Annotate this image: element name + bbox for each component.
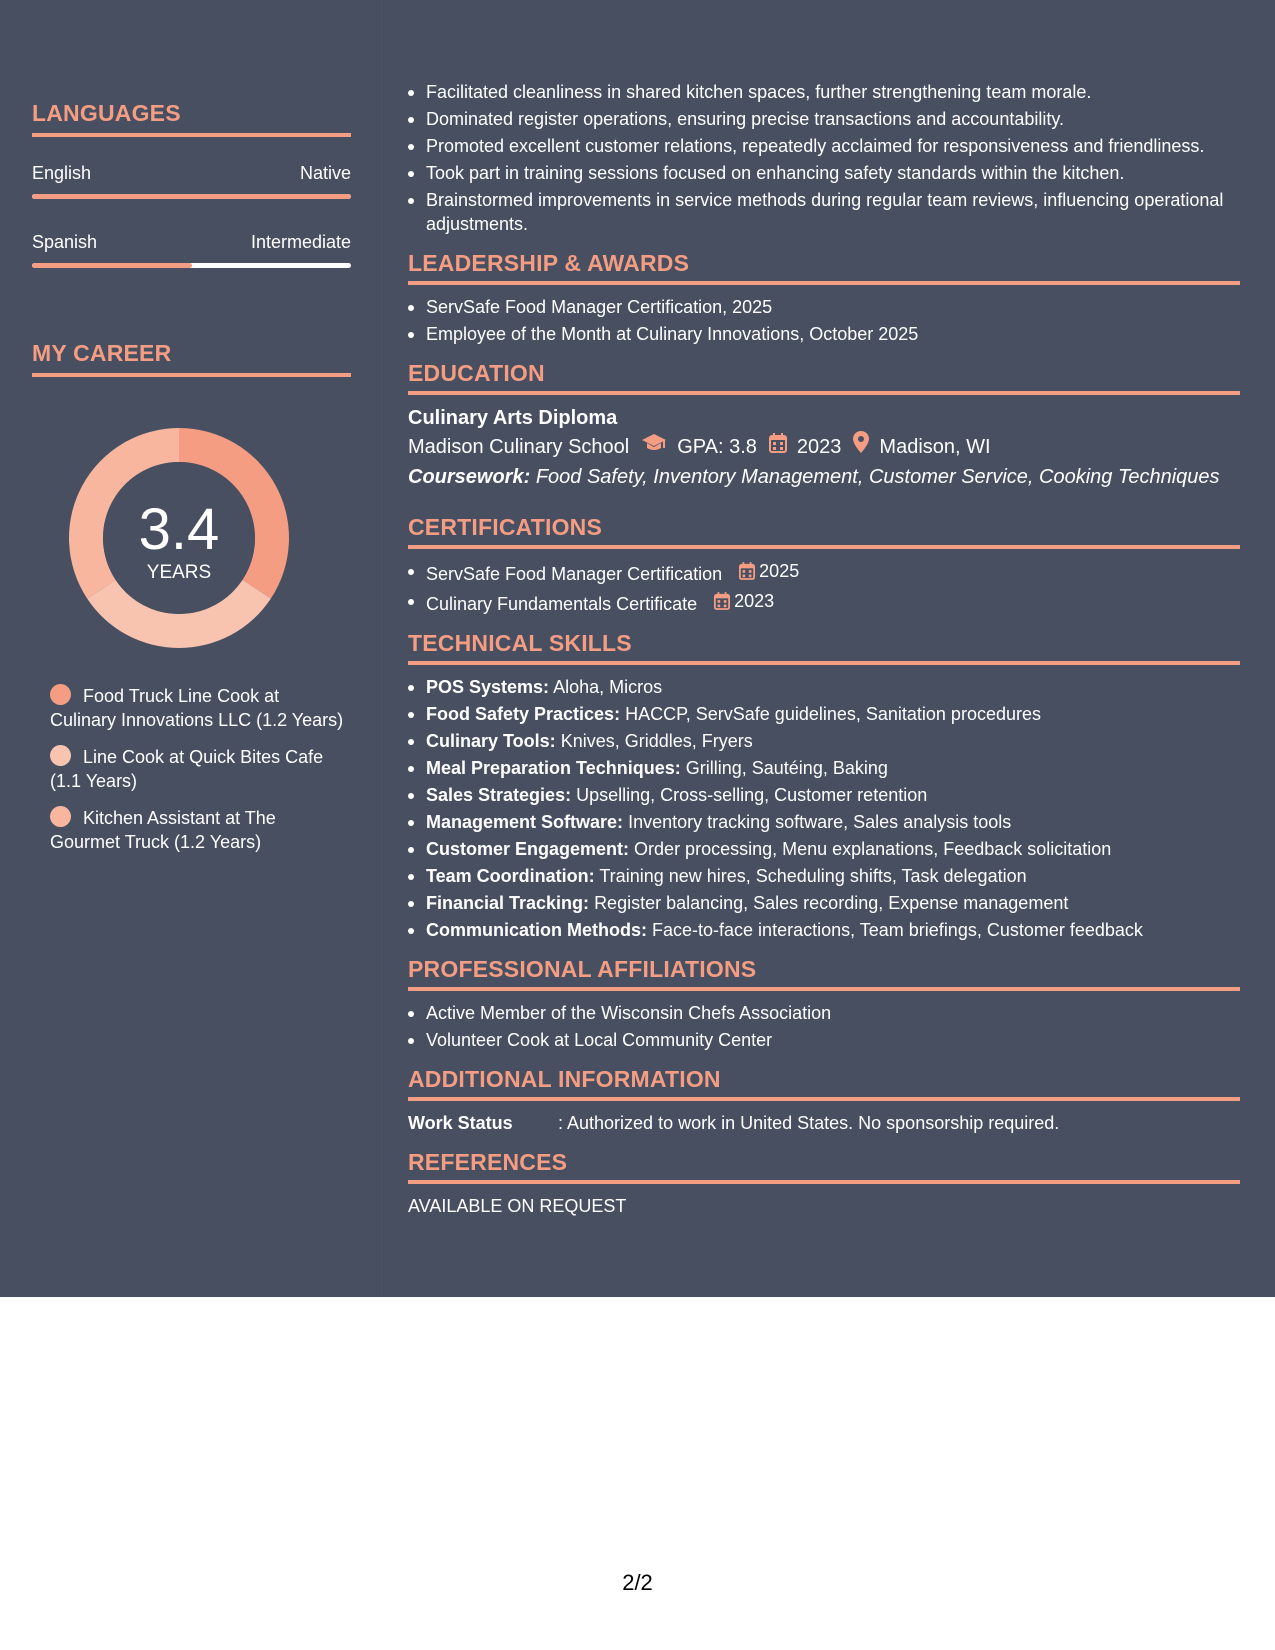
certification-year: 2025	[759, 561, 800, 581]
education-gpa: GPA: 3.8	[677, 435, 757, 458]
skill-value: Inventory tracking software, Sales analysis tools	[628, 812, 1012, 832]
skill-item	[408, 837, 1240, 861]
language-bar-english	[32, 194, 351, 199]
work-status-row	[408, 1111, 1240, 1135]
affiliations-heading: PROFESSIONAL AFFILIATIONS	[408, 956, 1240, 991]
education-year: 2023	[796, 435, 842, 458]
skill-value: Knives, Griddles, Fryers	[560, 731, 753, 751]
career-unit: YEARS	[146, 562, 212, 583]
skill-item	[408, 729, 1240, 753]
language-bar-spanish	[32, 263, 351, 268]
education-location: Madison, WI	[879, 435, 991, 458]
skill-item	[408, 891, 1240, 915]
leadership-list	[408, 295, 1240, 346]
skill-value: Aloha, Micros	[553, 677, 663, 697]
experience-bullet: Facilitated cleanliness in shared kitchen spaces, further strengthening team morale.	[408, 80, 1240, 104]
certification-name: Culinary Fundamentals Certificate	[426, 594, 698, 614]
language-level: Intermediate	[250, 232, 351, 252]
experience-bullet: Brainstormed improvements in service methods during regular team reviews, influencing operational adjustments.	[408, 188, 1240, 236]
calendar-icon	[769, 432, 787, 462]
skill-label: Culinary Tools:	[426, 731, 556, 751]
experience-bullet: Took part in training sessions focused on enhancing safety standards within the kitchen.	[408, 161, 1240, 185]
legend-dot-icon	[50, 745, 71, 766]
skill-label: Sales Strategies:	[426, 785, 572, 805]
career-heading: MY CAREER	[32, 340, 351, 377]
skill-item	[408, 864, 1240, 888]
career-donut-chart	[66, 425, 292, 651]
career-item-label: Line Cook at Quick Bites Cafe (1.1 Years)	[50, 747, 324, 791]
technical-skills-heading: TECHNICAL SKILLS	[408, 630, 1240, 665]
certification-date	[714, 589, 774, 613]
skill-value: Face-to-face interactions, Team briefings, Customer feedback	[652, 920, 1143, 940]
leadership-item: ServSafe Food Manager Certification, 2025	[408, 295, 1240, 319]
coursework-text: Food Safety, Inventory Management, Customer Service, Cooking Techniques	[535, 466, 1220, 488]
page-number: 2/2	[622, 1570, 653, 1595]
languages-heading: LANGUAGES	[32, 100, 351, 137]
legend-dot-icon	[50, 806, 71, 827]
skill-label: Meal Preparation Techniques:	[426, 758, 681, 778]
career-legend	[50, 684, 350, 867]
language-bar-fill	[32, 194, 351, 199]
references-heading: REFERENCES	[408, 1149, 1240, 1184]
skill-value: Register balancing, Sales recording, Expense management	[594, 893, 1069, 913]
leadership-heading: LEADERSHIP & AWARDS	[408, 250, 1240, 285]
technical-skills-list	[408, 675, 1240, 942]
language-name: English	[32, 163, 92, 183]
career-item	[50, 806, 350, 854]
language-bar-fill	[32, 263, 192, 268]
sidebar	[0, 0, 382, 1297]
language-level: Native	[299, 163, 351, 183]
experience-bullets	[408, 80, 1240, 236]
career-total: 3.4	[138, 497, 220, 562]
affiliations-list	[408, 1001, 1240, 1052]
skill-item	[408, 810, 1240, 834]
location-pin-icon	[853, 431, 869, 462]
certifications-heading: CERTIFICATIONS	[408, 514, 1240, 549]
main-content	[408, 80, 1240, 1218]
education-meta	[408, 431, 1240, 462]
skill-item	[408, 756, 1240, 780]
skill-item	[408, 918, 1240, 942]
skill-value: HACCP, ServSafe guidelines, Sanitation procedures	[625, 704, 1041, 724]
language-row-spanish	[32, 232, 351, 253]
coursework-label: Coursework:	[408, 466, 531, 488]
skill-label: Customer Engagement:	[426, 839, 630, 859]
calendar-icon	[739, 562, 755, 580]
affiliation-item: Volunteer Cook at Local Community Center	[408, 1028, 1240, 1052]
certification-name: ServSafe Food Manager Certification	[426, 564, 723, 584]
skill-label: Management Software:	[426, 812, 624, 832]
skill-label: Financial Tracking:	[426, 893, 590, 913]
language-row-english	[32, 163, 351, 184]
skill-label: Food Safety Practices:	[426, 704, 621, 724]
certification-year: 2023	[734, 591, 775, 611]
career-item	[50, 684, 350, 732]
skill-item	[408, 675, 1240, 699]
career-item-label: Food Truck Line Cook at Culinary Innovations LLC (1.2 Years)	[50, 686, 344, 730]
skill-label: Communication Methods:	[426, 920, 647, 940]
career-item	[50, 745, 350, 793]
certifications-list	[408, 559, 1240, 616]
skill-value: Upselling, Cross-selling, Customer retention	[576, 785, 928, 805]
education-heading: EDUCATION	[408, 360, 1240, 395]
leadership-item: Employee of the Month at Culinary Innovations, October 2025	[408, 322, 1240, 346]
certification-date	[739, 559, 799, 583]
skill-label: POS Systems:	[426, 677, 550, 697]
education-degree: Culinary Arts Diploma	[408, 407, 618, 429]
language-name: Spanish	[32, 232, 98, 252]
certification-item	[408, 559, 1240, 586]
experience-bullet: Promoted excellent customer relations, repeatedly acclaimed for responsiveness and friendliness.	[408, 134, 1240, 158]
work-status-label: Work Status	[408, 1113, 513, 1133]
legend-dot-icon	[50, 684, 71, 705]
experience-bullet: Dominated register operations, ensuring precise transactions and accountability.	[408, 107, 1240, 131]
skill-value: Grilling, Sautéing, Baking	[685, 758, 888, 778]
skill-item	[408, 702, 1240, 726]
skill-item	[408, 783, 1240, 807]
affiliation-item: Active Member of the Wisconsin Chefs Association	[408, 1001, 1240, 1025]
references-text: AVAILABLE ON REQUEST	[408, 1196, 627, 1216]
skill-value: Training new hires, Scheduling shifts, Task delegation	[599, 866, 1027, 886]
skill-value: Order processing, Menu explanations, Feedback solicitation	[634, 839, 1112, 859]
certification-item	[408, 589, 1240, 616]
additional-info-heading: ADDITIONAL INFORMATION	[408, 1066, 1240, 1101]
education-school: Madison Culinary School	[408, 435, 630, 458]
career-item-label: Kitchen Assistant at The Gourmet Truck (1.2 Years)	[50, 808, 276, 852]
graduation-cap-icon	[641, 432, 667, 462]
work-status-value: : Authorized to work in United States. No sponsorship required.	[558, 1113, 1060, 1133]
skill-label: Team Coordination:	[426, 866, 595, 886]
education-coursework	[408, 462, 1240, 492]
calendar-icon	[714, 592, 730, 610]
